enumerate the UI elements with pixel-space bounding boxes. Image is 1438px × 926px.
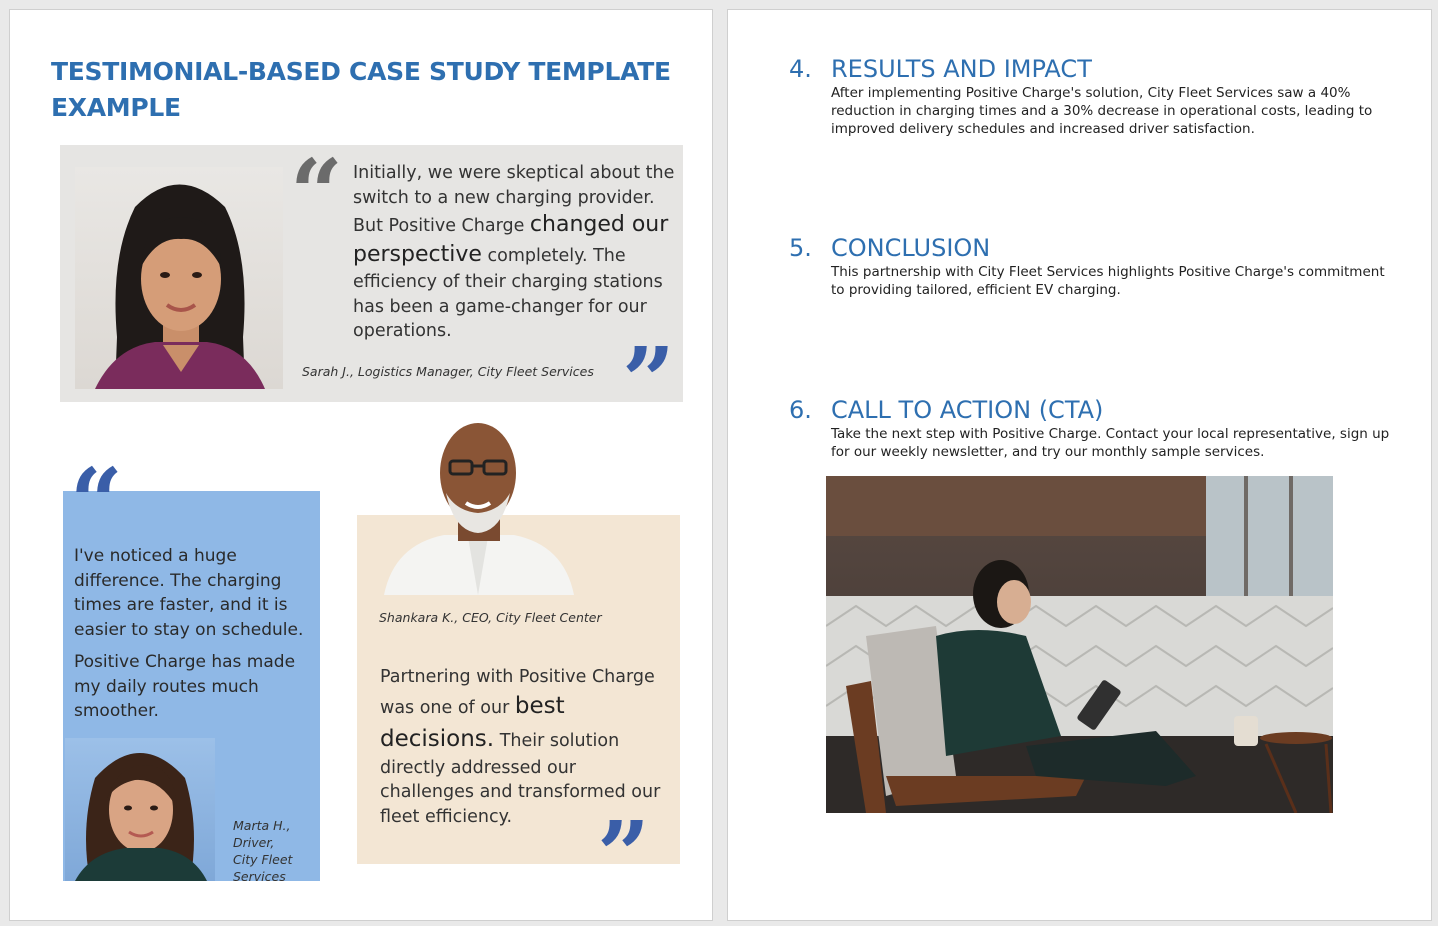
- section-body: After implementing Positive Charge's solution, City Fleet Services saw a 40% reduction in charging times and a 30% decrease in operational costs, leading to improved delivery schedules and increased driver satisfaction.: [831, 85, 1373, 137]
- quote-emphasis: best decisions.: [380, 692, 565, 752]
- quote-text-part: completely. The efficiency of their charging stations has been a game-changer for our operations.: [353, 246, 663, 341]
- close-quote-icon: ”: [597, 801, 650, 909]
- open-quote-icon: “: [290, 139, 343, 247]
- attribution-sarah: Sarah J., Logistics Manager, City Fleet Services: [302, 364, 594, 379]
- section-conclusion: [789, 233, 1389, 299]
- left-page: [9, 9, 713, 921]
- attribution-shankara: Shankara K., CEO, City Fleet Center: [379, 610, 602, 625]
- attribution-name: Marta H.,: [233, 818, 291, 833]
- section-call-to-action: [789, 395, 1389, 461]
- quote-paragraph: Positive Charge has made my daily routes much smoother.: [74, 652, 296, 721]
- quote-paragraph: I've noticed a huge difference. The charging times are faster, and it is easier to stay on schedule.: [74, 546, 304, 640]
- testimonial-quote-marta: [74, 544, 314, 732]
- testimonial-card-sarah: [60, 139, 683, 435]
- section-number: 4.: [789, 55, 812, 83]
- section-body: This partnership with City Fleet Services highlights Positive Charge's commitment to providing tailored, efficient EV charging.: [831, 264, 1385, 298]
- quote-text-part: Their solution directly addressed our challenges and transformed our fleet efficiency.: [380, 730, 661, 827]
- attribution-marta: [233, 817, 313, 885]
- woman-with-tablet-photo: [826, 476, 1333, 813]
- section-title: CONCLUSION: [831, 234, 991, 262]
- section-number: 5.: [789, 234, 812, 262]
- section-number: 6.: [789, 396, 812, 424]
- quote-emphasis: changed our perspective: [353, 212, 669, 267]
- document-title: TESTIMONIAL-BASED CASE STUDY TEMPLATE EXAMPLE: [51, 57, 671, 122]
- section-body: Take the next step with Positive Charge. Contact your local representative, sign up for our weekly newsletter, and try our monthly sample services.: [831, 426, 1390, 460]
- section-title: RESULTS AND IMPACT: [831, 55, 1092, 83]
- section-results-and-impact: [789, 54, 1389, 138]
- close-quote-icon: ”: [622, 327, 675, 435]
- right-page: [727, 9, 1432, 921]
- attribution-role: Driver,: [233, 835, 275, 850]
- portrait-photo-marta: [65, 738, 215, 881]
- quote-text-part: Partnering with Positive Charge was one of our: [380, 667, 655, 718]
- testimonial-quote-sarah: [353, 161, 678, 344]
- section-heading: [789, 233, 1389, 263]
- attribution-org: City Fleet Services: [233, 852, 293, 884]
- section-heading: [789, 54, 1389, 84]
- section-title: CALL TO ACTION (CTA): [831, 396, 1104, 424]
- quote-text-part: Initially, we were skeptical about the switch to a new charging provider. But Positive Charge: [353, 163, 675, 236]
- open-quote-icon: “: [70, 448, 123, 556]
- portrait-photo-sarah: [75, 167, 283, 389]
- section-heading: [789, 395, 1389, 425]
- portrait-photo-shankara: [374, 415, 583, 595]
